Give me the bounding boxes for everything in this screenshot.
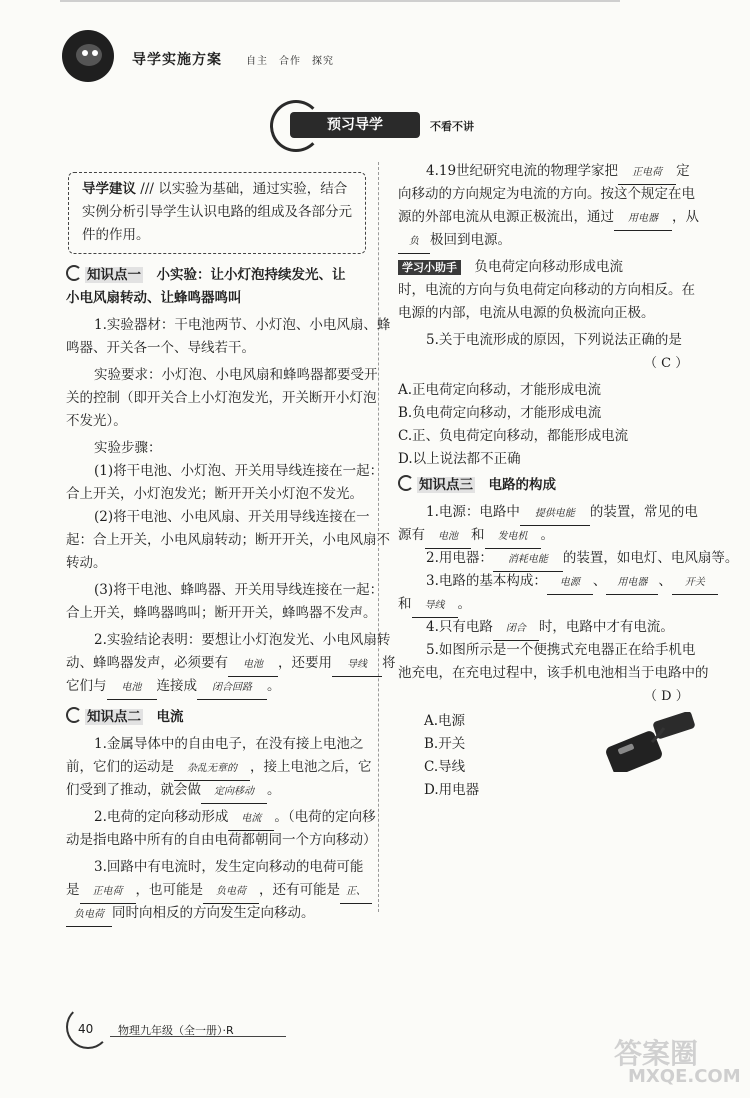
option-c: C.正、负电荷定向移动，都能形成电流 — [398, 428, 629, 444]
text-line: 池充电，在充电过程中，该手机电池相当于电路中的 — [398, 665, 709, 681]
answer-blank: 正电荷 — [80, 880, 136, 904]
answer-blank: 用电器 — [606, 571, 658, 595]
page-number: 40 — [78, 1022, 94, 1036]
answer-blank: 提供电能 — [520, 502, 590, 526]
helper-line: 学习小助手 负电荷定向移动形成电流 — [398, 256, 623, 279]
text-line: 合上开关，蜂鸣器鸣叫；断开开关，蜂鸣器不发声。 — [66, 605, 377, 621]
answer-blank: 导线 — [412, 594, 458, 618]
knowledge-point-icon — [398, 475, 414, 491]
question-text: 5.关于电流形成的原因，下列说法正确的是 — [426, 332, 682, 348]
guide-body: 以实验为基础，通过实验，结合实例分析引导学生认识电路的组成及各部分元件的作用。 — [82, 181, 352, 243]
mascot-eye-icon — [92, 50, 98, 56]
text-line: 实验步骤： — [94, 440, 162, 456]
text-line: 4.只有电路 闭合 时，电路中才有电流。 — [426, 616, 674, 641]
option-b: B.开关 — [424, 736, 466, 752]
text-line: 负电荷 同时向相反的方向发生定向移动。 — [66, 902, 315, 927]
option-a: A.电源 — [424, 713, 466, 729]
text-line: (2)将干电池、小电风扇、开关用导线连接在一 — [94, 509, 370, 525]
mascot-face — [76, 44, 102, 66]
text-line: 源的外部电流从电源正极流出，通过 用电器 ，从 — [398, 206, 699, 231]
header-title: 导学实施方案 — [132, 52, 222, 68]
option-a: A.正电荷定向移动，才能形成电流 — [398, 382, 602, 398]
answer-blank: 负电荷 — [66, 903, 112, 927]
answer-blank: 杂乱无章的 — [174, 757, 250, 781]
knowledge-point-icon — [66, 265, 82, 281]
answer-blank: 开关 — [672, 571, 718, 595]
text-line: 3.电路的基本构成： 电源 、 用电器 、 开关 — [426, 570, 718, 595]
text-line: 1.电源：电路中 提供电能 的装置，常见的电 — [426, 501, 698, 526]
text-line: 2.电荷的定向移动形成 电流 。（电荷的定向移 — [94, 806, 376, 831]
answer-blank: 负 — [398, 230, 430, 254]
option-b: B.负电荷定向移动，才能形成电流 — [398, 405, 602, 421]
text-line: 4.19世纪研究电流的物理学家把 正电荷 定 — [426, 160, 690, 185]
text-line: 动是指电路中所有的自由电荷都朝同一个方向移动） — [66, 832, 377, 848]
guide-text: 导学建议 /// 以实验为基础，通过实验，结合实例分析引导学生认识电路的组成及各部分元件的作用。 — [82, 181, 352, 243]
text-line: 和 导线 。 — [398, 593, 471, 618]
knowledge-point-icon — [66, 707, 82, 723]
text-line: 1.实验器材：干电池两节、小灯泡、小电风扇、蜂 — [94, 317, 391, 333]
text-line: 3.回路中有电流时，发生定向移动的电荷可能 — [94, 859, 364, 875]
text-line: 实验要求：小灯泡、小电风扇和蜂鸣器都要受开 — [94, 367, 378, 383]
answer-blank: 正电荷 — [618, 161, 676, 185]
answer-blank: 闭合回路 — [197, 676, 267, 700]
watermark-url: MXQE.COM — [628, 1066, 741, 1087]
portable-charger-image — [604, 712, 696, 772]
knowledge-point-3: 知识点三 电路的构成 — [398, 474, 556, 497]
answer-blank: 闭合 — [493, 617, 539, 641]
knowledge-point-1: 知识点一 小实验：让小灯泡持续发光、让 — [66, 264, 346, 287]
option-d: D.以上说法都不正确 — [398, 451, 521, 467]
text-line: 向移动的方向规定为电流的方向。按这个规定在电 — [398, 186, 695, 202]
banner-note: 不看不讲 — [430, 120, 474, 133]
text-line: 负 极回到电源。 — [398, 229, 511, 254]
text-line: 1.金属导体中的自由电子，在没有接上电池之 — [94, 736, 364, 752]
option-c: C.导线 — [424, 759, 466, 775]
text-line: 合上开关，小灯泡发光；断开开关小灯泡不发光。 — [66, 486, 363, 502]
knowledge-point-2: 知识点二 电流 — [66, 706, 184, 729]
text-line: 是 正电荷 ，也可能是 负电荷 ，还有可能是 正、 — [66, 879, 372, 904]
answer-choice: （ D ） — [644, 689, 689, 704]
answer-blank: 电池 — [425, 525, 471, 549]
answer-blank: 电池 — [228, 653, 278, 677]
text-line: (1)将干电池、小灯泡、开关用导线连接在一起： — [94, 463, 384, 479]
text-line: 转动。 — [66, 555, 107, 571]
text-line: 电源的内部，电流从电源的负极流向正极。 — [398, 305, 655, 321]
answer-blank: 电源 — [547, 571, 593, 595]
answer-blank: 用电器 — [614, 207, 672, 231]
answer-blank: 电流 — [228, 807, 274, 831]
text-line: 时，电流的方向与负电荷定向移动的方向相反。在 — [398, 282, 695, 298]
option-d: D.用电器 — [424, 782, 480, 798]
text-line: 关的控制（即开关合上小灯泡发光，开关断开小灯泡 — [66, 390, 377, 406]
answer-blank: 电池 — [107, 676, 157, 700]
answer-blank: 定向移动 — [201, 780, 267, 804]
kp1-title-cont: 小电风扇转动、让蜂鸣器鸣叫 — [66, 290, 242, 306]
text-line: 它们与 电池 连接成 闭合回路 。 — [66, 675, 281, 700]
guide-tag: 导学建议 — [82, 181, 136, 197]
answer-blank: 发电机 — [485, 525, 541, 549]
text-line: 鸣器、开关各一个、导线若干。 — [66, 340, 255, 356]
text-line: 起：合上开关，小电风扇转动；断开开关，小电风扇不 — [66, 532, 390, 548]
book-title: 物理九年级（全一册）·R — [118, 1024, 234, 1037]
answer-blank: 负电荷 — [203, 880, 259, 904]
header-subtitle: 自主 合作 探究 — [246, 56, 334, 67]
header-band — [60, 0, 620, 20]
text-line: 源有 电池 和 发电机 。 — [398, 524, 554, 549]
text-line: 不发光）。 — [66, 413, 127, 429]
answer-choice: （ C ） — [644, 356, 689, 371]
text-line: 前，它们的运动是 杂乱无章的 ，接上电池之后，它 — [66, 756, 372, 781]
watermark: 答案圈 — [614, 1037, 699, 1070]
text-line: 动、蜂鸣器发声，必须要有 电池 ，还要用 导线 将 — [66, 652, 396, 677]
text-line: 5.如图所示是一个便携式充电器正在给手机电 — [426, 642, 696, 658]
text-line: 们受到了推动，就会做 定向移动 。 — [66, 779, 281, 804]
text-line: 2.用电器： 消耗电能 的装置，如电灯、电风扇等。 — [426, 547, 738, 572]
answer-blank: 消耗电能 — [493, 548, 563, 572]
mascot-eye-icon — [82, 50, 88, 56]
text-line: (3)将干电池、蜂鸣器、开关用导线连接在一起： — [94, 582, 384, 598]
helper-tag: 学习小助手 — [398, 260, 461, 275]
section-banner: 预习导学 — [290, 112, 420, 138]
answer-blank: 正、 — [340, 880, 372, 904]
answer-blank: 导线 — [332, 653, 382, 677]
text-line: 2.实验结论表明：要想让小灯泡发光、小电风扇转 — [94, 632, 391, 648]
